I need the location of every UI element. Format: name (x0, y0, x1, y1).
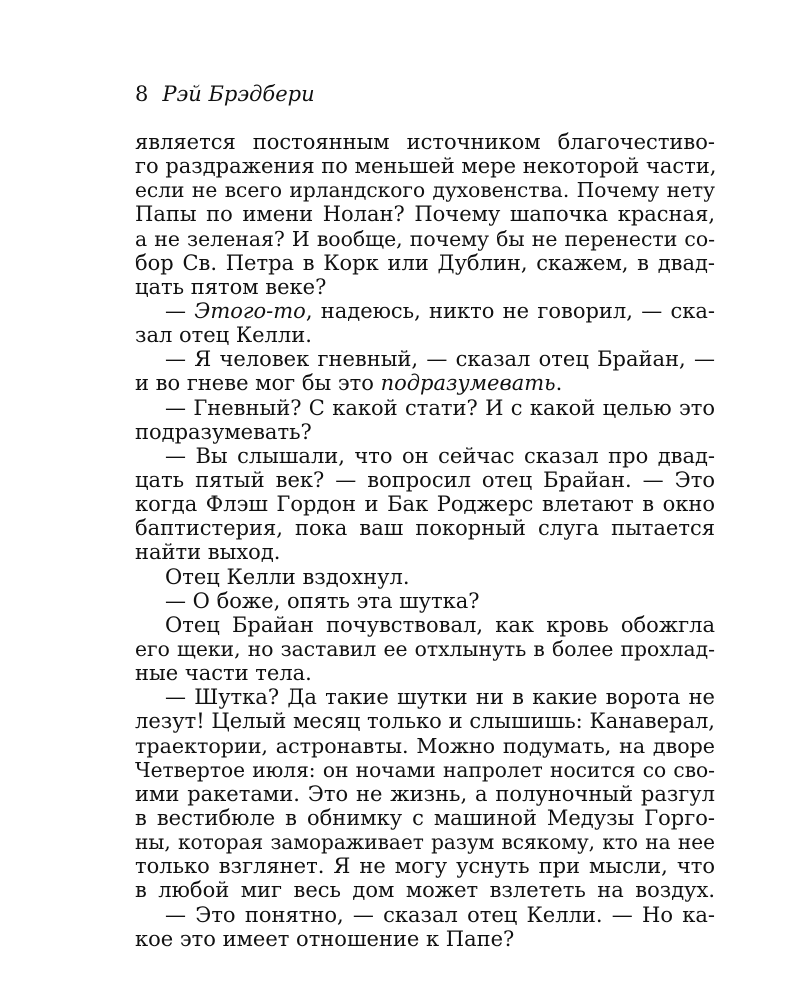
text-line: и во гневе мог бы это подразумевать. (135, 371, 563, 396)
text-line: — Это понятно, — сказал отец Келли. — Но ка- (165, 902, 715, 927)
text-line: — Этого-то, надеюсь, никто не говорил, — ска- (165, 298, 715, 323)
text-line: когда Флэш Гордон и Бак Роджерс влетают в окно (135, 492, 715, 517)
text-line: в вестибюле в обнимку с машиной Медузы Горго- (135, 805, 715, 830)
text-line: Отец Брайан почувствовал, как кровь обожгла (165, 612, 715, 637)
text-line: — Вы слышали, что он сейчас сказал про двад- (165, 443, 715, 468)
text-line: го раздражения по меньшей мере некоторой части, (135, 154, 717, 179)
text-line: в любой миг весь дом может взлететь на воздух. (135, 878, 715, 903)
text-line: кое это имеет отношение к Папе? (135, 926, 515, 951)
text-line: ны, которая замораживает разум всякому, кто на нее (135, 830, 715, 855)
running-title: Рэй Брэдбери (162, 82, 315, 106)
text-line: ими ракетами. Это не жизнь, а полуночный разгул (135, 781, 715, 806)
text-line: только взглянет. Я не могу уснуть при мысли, что (135, 854, 715, 879)
text-line: — Шутка? Да такие шутки ни в какие ворота не (165, 685, 715, 710)
page-number: 8 (135, 82, 149, 106)
text-line: траектории, астронавты. Можно подумать, на дворе (135, 733, 715, 758)
text-line: подразумевать? (135, 419, 312, 444)
text-line: если не всего ирландского духовенства. Почему нету (135, 178, 715, 203)
text-line: зал отец Келли. (135, 323, 312, 348)
text-line: баптистерия, пока ваш покорный слуга пытается (135, 516, 715, 541)
emphasis: Этого-то (194, 298, 306, 323)
text-line: — Гневный? С какой стати? И с какой целью это (165, 395, 715, 420)
text-line: — Я человек гневный, — сказал отец Брайан, — (165, 347, 715, 372)
running-header (135, 84, 315, 105)
text-line: цать пятый век? — вопросил отец Брайан. — Это (135, 467, 715, 492)
text-line: — О боже, опять эта шутка? (165, 588, 480, 613)
text-line: цать пятом веке? (135, 274, 327, 299)
text-line: Папы по имени Нолан? Почему шапочка красная, (135, 202, 715, 227)
text-line: является постоянным источником благочестиво- (135, 130, 715, 154)
text-line: лезут! Целый месяц только и слышишь: Канаверал, (135, 709, 715, 734)
text-line: а не зеленая? И вообще, почему бы не перенести со- (135, 226, 715, 251)
text-line: его щеки, но заставил ее отхлынуть в более прохлад- (135, 636, 715, 661)
text-line: бор Св. Петра в Корк или Дублин, скажем, в двад- (135, 250, 715, 275)
emphasis: подразумевать (380, 371, 556, 396)
text-line: ные части тела. (135, 661, 312, 686)
text-line: найти выход. (135, 540, 281, 565)
text-line: Четвертое июля: он ночами напролет носится со сво- (135, 757, 715, 782)
text-line: Отец Келли вздохнул. (165, 564, 410, 589)
body-text (135, 130, 715, 951)
